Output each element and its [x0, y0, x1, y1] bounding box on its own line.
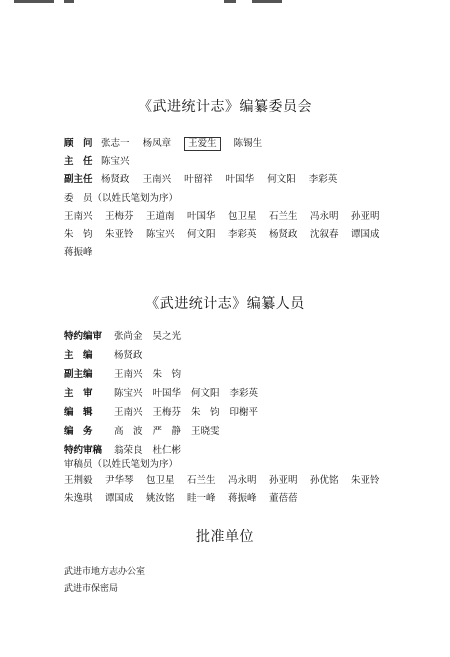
contributor-name: 尹华琴 — [105, 475, 134, 486]
members-grid — [64, 211, 394, 259]
deputy-name: 何文阳 — [267, 174, 296, 185]
staff-row — [64, 369, 191, 381]
contributor-name: 董蓓蓓 — [269, 493, 298, 504]
contributor-name: 包卫星 — [146, 475, 175, 486]
contributor-name: 眭一峰 — [187, 493, 216, 504]
deputy-label: 副主任 — [64, 174, 93, 185]
staff-role-label: 主 编 — [64, 350, 93, 361]
adviser-row — [64, 137, 272, 151]
member-name: 王梅芬 — [105, 211, 134, 222]
staff-name: 杜仁彬 — [152, 445, 182, 456]
staff-name: 王南兴 — [114, 407, 143, 418]
deputy-name: 叶国华 — [225, 174, 255, 185]
staff-name: 李彩英 — [229, 388, 259, 399]
adviser-name-boxed: 王爱生 — [184, 137, 221, 151]
deputy-name: 杨贤政 — [101, 174, 130, 185]
contributors-grid — [64, 475, 404, 505]
contributors-label: 审稿员（以姓氏笔划为序） — [64, 459, 179, 470]
director-name: 陈宝兴 — [101, 156, 130, 167]
contributor-name: 孙优铭 — [310, 475, 339, 486]
staff-role-label: 编 辑 — [64, 407, 93, 418]
staff-row — [64, 331, 191, 343]
adviser-label: 顾 问 — [64, 138, 93, 149]
member-name: 谭国成 — [351, 229, 380, 240]
member-name: 冯永明 — [310, 211, 339, 222]
member-name: 叶国华 — [187, 211, 216, 222]
staff-name: 吴之光 — [152, 331, 182, 342]
approval-unit: 武进市地方志办公室 — [64, 567, 146, 577]
member-name: 蒋振峰 — [64, 247, 93, 258]
staff-name: 印榭平 — [229, 407, 259, 418]
contributor-name: 谭国成 — [105, 493, 134, 504]
approval-title: 批准单位 — [196, 529, 254, 545]
staff-name: 高 波 — [114, 426, 143, 437]
approval-unit: 武进市保密局 — [64, 584, 119, 594]
member-name: 沈叙春 — [310, 229, 339, 240]
scan-edge-marks — [0, 0, 450, 6]
staff-name: 严 静 — [152, 426, 182, 437]
member-name: 包卫星 — [228, 211, 257, 222]
contributor-name: 朱逸琪 — [64, 493, 93, 504]
adviser-name: 杨凤章 — [142, 138, 172, 149]
staff-name: 陈宝兴 — [114, 388, 143, 399]
director-label: 主 任 — [64, 156, 93, 167]
contributor-name: 王荆毅 — [64, 475, 93, 486]
contributor-name: 朱亚铃 — [351, 475, 380, 486]
contributor-name: 蒋振峰 — [228, 493, 257, 504]
contributor-name: 姚汝铭 — [146, 493, 175, 504]
contributor-name: 石兰生 — [187, 475, 216, 486]
member-name: 陈宝兴 — [146, 229, 175, 240]
staff-name: 张尚金 — [114, 331, 143, 342]
member-name: 朱 钧 — [64, 229, 93, 240]
committee-title: 《武进统计志》编纂委员会 — [138, 99, 312, 115]
staff-name: 王梅芬 — [152, 407, 182, 418]
staff-row — [64, 426, 230, 438]
staff-role-label: 副主编 — [64, 369, 93, 380]
member-name: 何文阳 — [187, 229, 216, 240]
staff-role-label: 主 审 — [64, 388, 93, 399]
staff-name: 叶国华 — [152, 388, 182, 399]
members-label: 委 员（以姓氏笔划为序） — [64, 193, 179, 204]
adviser-name: 陈锡生 — [233, 138, 263, 149]
member-name: 李彩英 — [228, 229, 257, 240]
staff-name: 朱 钧 — [191, 407, 220, 418]
deputy-name: 李彩英 — [308, 174, 338, 185]
staff-role-label: 特约审稿 — [64, 445, 103, 456]
staff-role-label: 特约编审 — [64, 331, 103, 342]
deputy-row — [64, 174, 347, 186]
staff-name: 王南兴 — [114, 369, 143, 380]
staff-row — [64, 407, 268, 419]
member-name: 王南兴 — [64, 211, 93, 222]
director-row — [64, 156, 140, 168]
staff-name: 朱 钧 — [152, 369, 182, 380]
contributor-name: 孙亚明 — [269, 475, 298, 486]
staff-name: 杨贤政 — [114, 350, 143, 361]
member-name: 孙亚明 — [351, 211, 380, 222]
staff-title: 《武进统计志》编纂人员 — [145, 296, 305, 312]
deputy-name: 王南兴 — [142, 174, 172, 185]
staff-row — [64, 445, 191, 457]
member-name: 王道南 — [146, 211, 175, 222]
staff-name: 王晓雯 — [191, 426, 220, 437]
deputy-name: 叶留祥 — [184, 174, 213, 185]
member-name: 石兰生 — [269, 211, 298, 222]
adviser-name: 张志一 — [101, 138, 130, 149]
staff-row — [64, 388, 268, 400]
staff-row — [64, 350, 153, 362]
staff-role-label: 编 务 — [64, 426, 93, 437]
member-name: 朱亚铃 — [105, 229, 134, 240]
member-name: 杨贤政 — [269, 229, 298, 240]
contributor-name: 冯永明 — [228, 475, 257, 486]
staff-name: 何文阳 — [191, 388, 220, 399]
staff-name: 翁荣良 — [114, 445, 143, 456]
